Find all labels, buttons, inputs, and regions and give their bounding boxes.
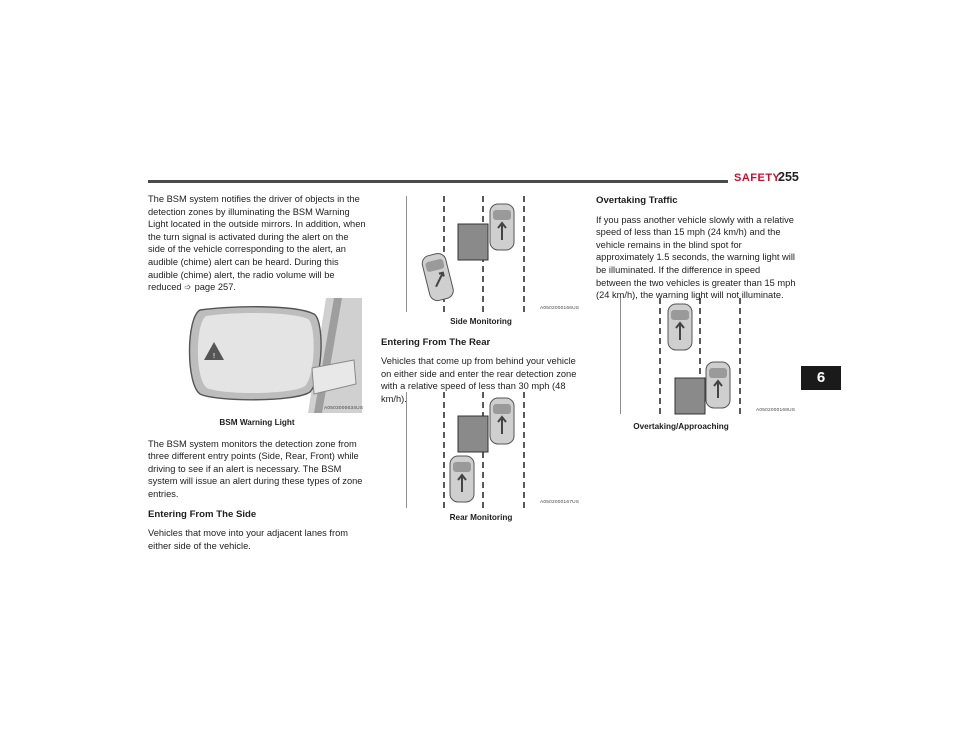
figure-caption: BSM Warning Light	[219, 418, 295, 427]
figure-caption: Side Monitoring	[450, 317, 512, 326]
page-reference-link[interactable]: page 257.	[194, 282, 236, 293]
paragraph: If you pass another vehicle slowly with a relative speed of less than 15 mph (24 km/h) and the vehicle remains in the blind spot for approximately 1.5 seconds, the warning light will be illuminated. If the difference in speed between the two vehicles is greater than 15 mph (24 km/h), the warning light will not illuminate.	[596, 214, 796, 301]
overtaking-diagram	[620, 298, 790, 416]
paragraph: Vehicles that come up from behind your vehicle on either side and enter the rear detection zone with a relative speed of less than 30 mph (48 km/h).	[381, 356, 577, 404]
figure-code: A0503000634US	[324, 406, 364, 411]
figure-caption: Overtaking/Approaching	[633, 422, 729, 431]
side-monitoring-figure	[406, 196, 582, 314]
paragraph	[148, 193, 366, 294]
column-3	[596, 195, 796, 310]
page-number: 255	[778, 170, 799, 184]
side-monitoring-diagram	[406, 196, 582, 314]
section-heading: Overtaking Traffic	[596, 195, 678, 206]
overtaking-figure	[620, 298, 796, 416]
figure-code: A0502000166US	[540, 306, 580, 311]
column-1-lower	[148, 415, 366, 560]
header-rule	[148, 180, 728, 183]
figure-code: A0502000168US	[756, 408, 796, 413]
column-3-lower	[606, 419, 756, 442]
figure-caption: Rear Monitoring	[449, 513, 513, 522]
svg-text:!: !	[212, 352, 216, 360]
mirror-illustration	[186, 298, 362, 413]
paragraph: The BSM system monitors the detection zone from three different entry points (Side, Rear, Front) while driving to see if an alert is necessary. The BSM system will issue an alert during these types of zone entries.	[148, 438, 363, 499]
section-heading: Entering From The Rear	[381, 336, 491, 348]
rear-monitoring-diagram	[406, 392, 582, 510]
page-reference-arrow-icon: ➩	[184, 282, 192, 293]
section-heading: Entering From The Side	[148, 508, 257, 520]
chapter-tab: 6	[801, 366, 841, 390]
section-title: SAFETY	[734, 172, 781, 184]
column-1	[148, 193, 366, 302]
bsm-warning-light-figure	[186, 298, 362, 413]
figure-code: A0502000167US	[540, 500, 580, 505]
rear-monitoring-figure	[406, 392, 582, 510]
paragraph: Vehicles that move into your adjacent lanes from either side of the vehicle.	[148, 528, 348, 551]
paragraph-text: The BSM system notifies the driver of objects in the detection zones by illuminating the BSM Warning Light located in the outside mirrors. In addition, when the turn signal is activated during the alert on the side of the vehicle corresponding to the alert, an audible (chime) alert can be heard. During this audible (chime) alert, the radio volume will be reduced	[148, 194, 366, 293]
column-2-lower	[381, 510, 581, 533]
